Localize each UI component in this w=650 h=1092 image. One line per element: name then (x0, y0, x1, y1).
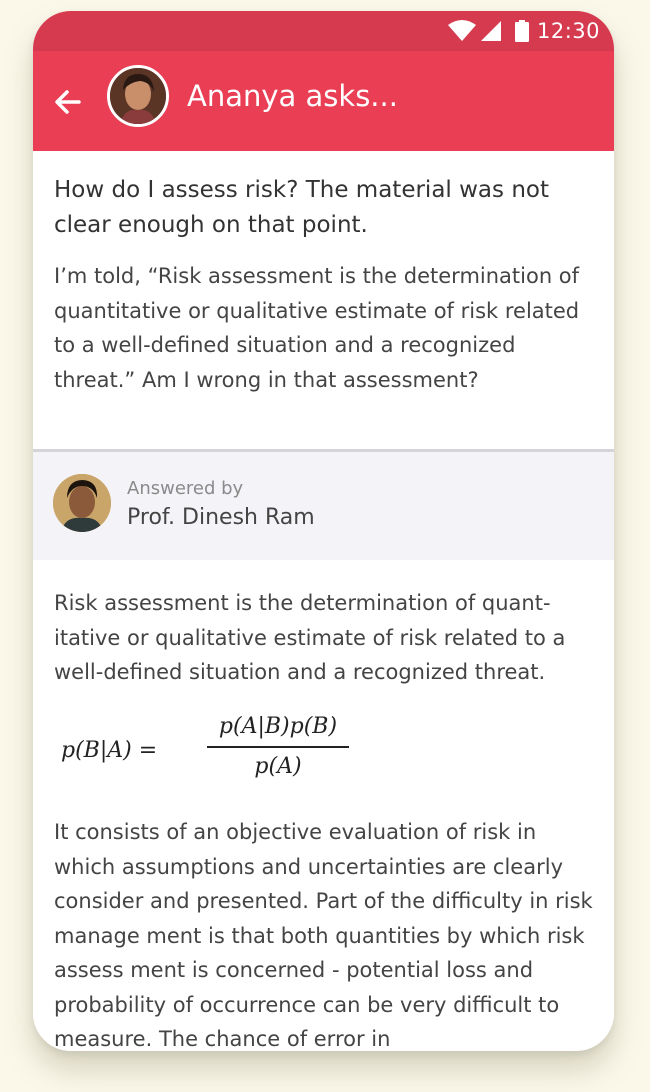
formula-denominator: p(A) (254, 753, 302, 779)
signal-icon (480, 20, 502, 42)
answerer-portrait (53, 474, 111, 532)
status-bar (33, 11, 614, 51)
fraction-bar (207, 746, 349, 748)
wifi-icon (447, 20, 477, 42)
answer-header (33, 452, 614, 561)
answer-paragraph: It consists of an objective evaluation of risk in which assumptions and uncertainties are clearly consider and presented. Part of the difficulty in risk manage ment is that both quantities by which risk assess ment is concerned - potential loss and probability of occurrence can be very difficult to measure. The chance of error in (54, 820, 593, 1051)
answerer-name[interactable]: Prof. Dinesh Ram (127, 505, 315, 530)
app-bar (33, 51, 614, 151)
answerer-avatar[interactable] (53, 474, 111, 532)
answered-by-label: Answered by (127, 478, 244, 499)
formula-lhs: p(B|A) = (61, 738, 158, 763)
asker-avatar[interactable] (107, 65, 169, 127)
back-arrow-icon[interactable] (51, 85, 85, 119)
asker-portrait (110, 68, 166, 124)
status-time: 12:30 (536, 19, 600, 43)
question-body: I’m told, “Risk assessment is the determination of quantitative or qualitative estimate of risk related to a well-defined situation and a recognized threat.” Am I wrong in that assessment? (54, 264, 580, 392)
page-title: Ananya asks... (187, 79, 398, 113)
answer-body (33, 560, 614, 1051)
battery-icon (515, 20, 529, 42)
phone-frame (33, 11, 614, 1051)
formula-fraction (207, 710, 349, 782)
answer-paragraph: Risk assessment is the determination of quant-itative or qualitative estimate of risk related to a well-defined situation and a recognized threat. (54, 591, 566, 684)
question-title: How do I assess risk? The material was not clear enough on that point. (54, 177, 549, 238)
question-card (33, 151, 614, 461)
formula-numerator: p(A|B)p(B) (218, 714, 338, 739)
